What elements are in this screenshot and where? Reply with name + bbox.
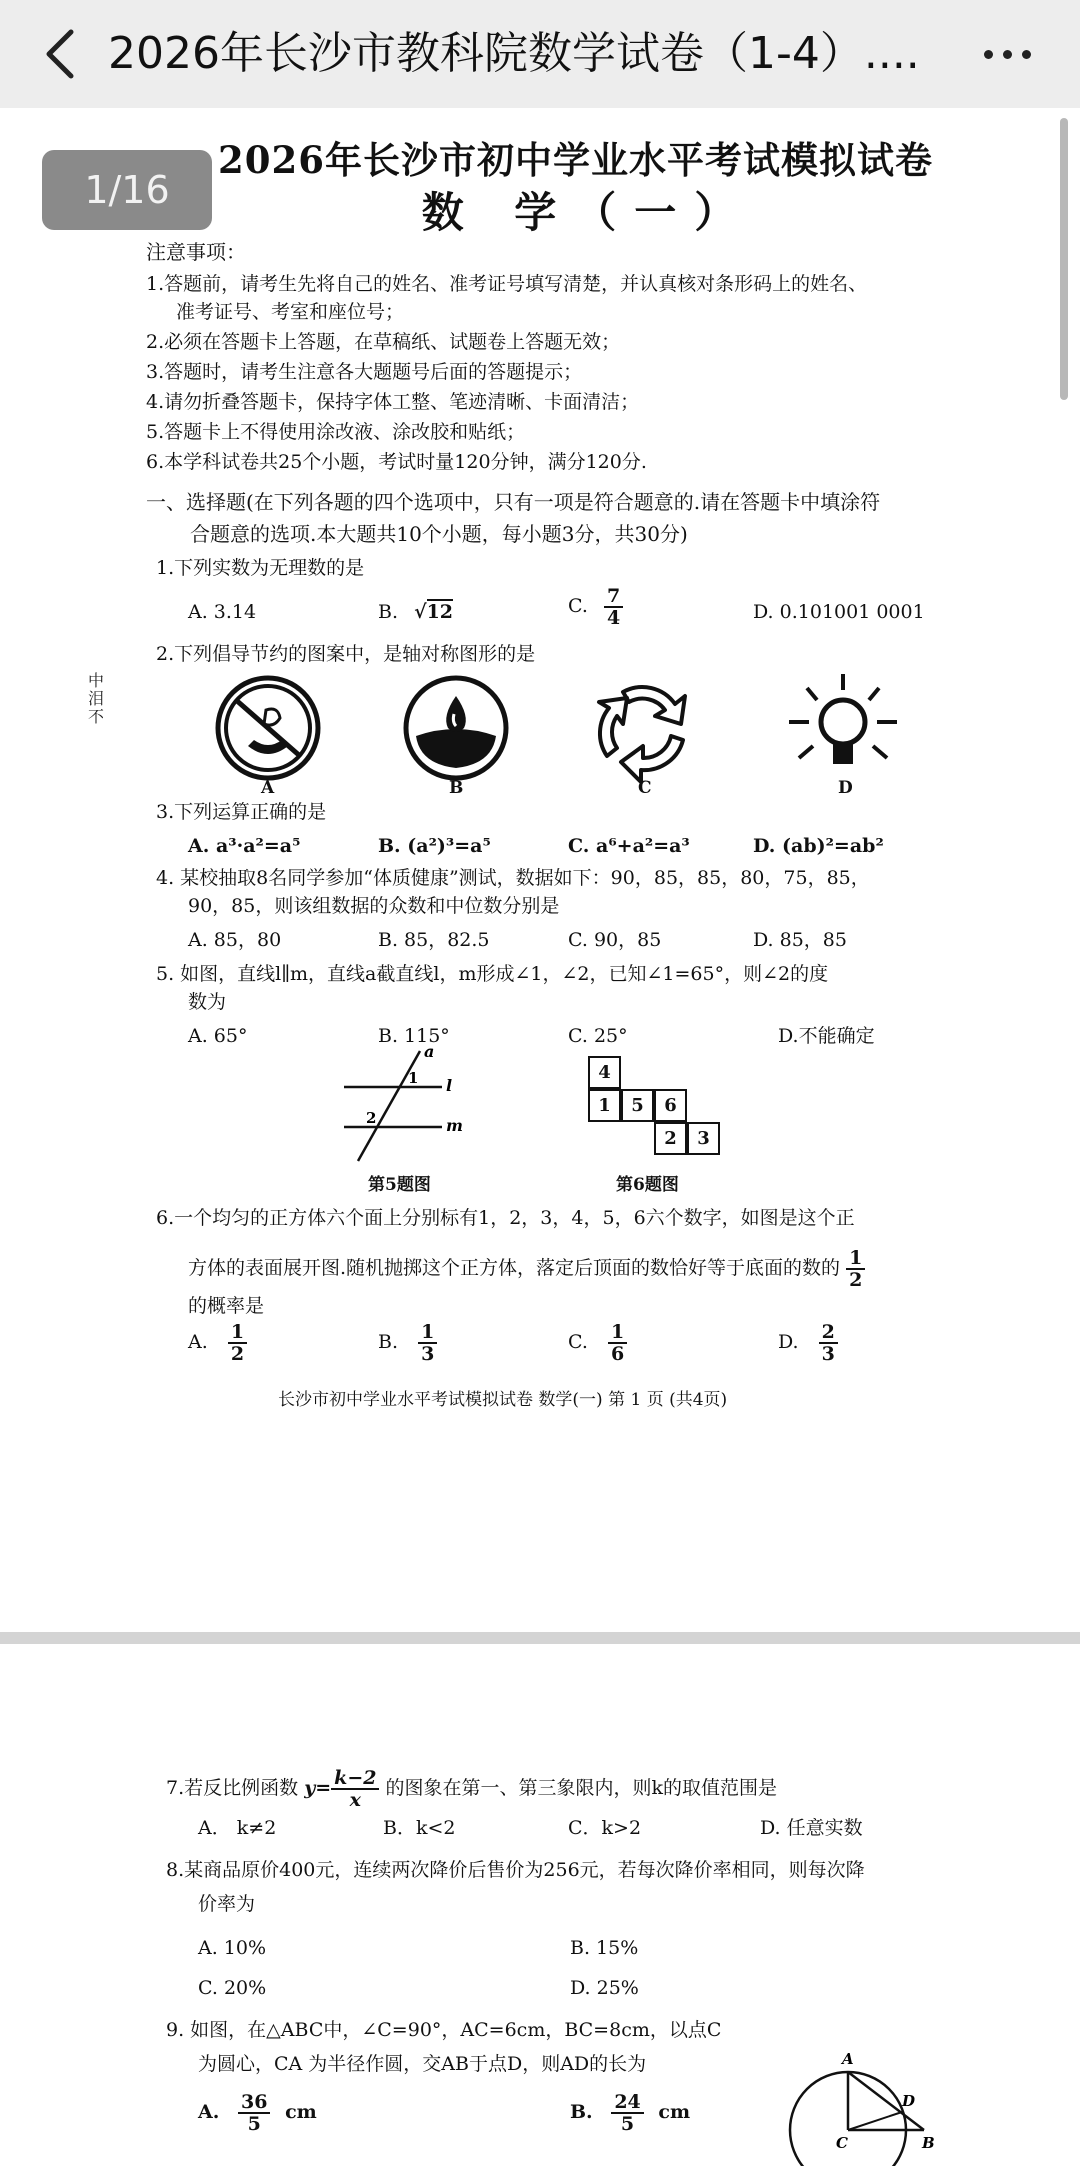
q5-line-m: m (446, 1116, 463, 1135)
q3-option-d: D. (ab)²=ab² (753, 835, 884, 857)
q5-figure (338, 1043, 468, 1163)
q8-option-c: C. 20% (198, 1977, 267, 1999)
q2-figure-d (783, 666, 903, 786)
q3-option-b: B. (a²)³=a⁵ (378, 835, 491, 857)
notice-4: 4.请勿折叠答题卡，保持字体工整、笔迹清晰、卡面清洁； (146, 391, 640, 413)
q4-option-c: C. 90，85 (568, 929, 662, 951)
q6-figure-label: 第6题图 (616, 1175, 679, 1195)
q5-stem-2: 数为 (188, 991, 227, 1013)
q5-angle-2: 2 (366, 1109, 377, 1127)
q4-stem: 4. 某校抽取8名同学参加“体质健康”测试，数据如下：90，85，85，80，75，85， (156, 867, 870, 889)
q5-option-b: B. 115° (378, 1025, 450, 1047)
q5-option-c: C. 25° (568, 1025, 628, 1047)
q7-stem: 7.若反比例函数 y= $\frac{k-2}{x}$ 的图象在第一、第三象限内，则k的取值范围是 (166, 1767, 778, 1811)
q7-option-a: A． k≠2 (198, 1817, 277, 1839)
q5-option-a: A. 65° (188, 1025, 248, 1047)
q2-figure-c (583, 670, 703, 790)
q6-option-c: C. $\frac{1}{6}$ (568, 1322, 627, 1364)
q8-option-d: D. 25% (570, 1977, 639, 1999)
net-cell: 6 (654, 1089, 687, 1122)
q5-angle-1: 1 (408, 1069, 419, 1087)
q8-stem: 8.某商品原价400元，连续两次降价后售价为256元，若每次降价率相同，则每次降 (166, 1859, 865, 1881)
net-cell: 5 (621, 1089, 654, 1122)
notice-1b: 准考证号、考室和座位号； (176, 301, 405, 323)
q5-figure-label: 第5题图 (368, 1175, 431, 1195)
q9-stem: 9. 如图，在△ABC中，∠C=90°，AC=6cm，BC=8cm，以点C (166, 2019, 722, 2041)
section1-heading: 一、选择题(在下列各题的四个选项中，只有一项是符合题意的.请在答题卡中填涂符 (146, 490, 881, 514)
more-dots-icon (984, 50, 993, 59)
page-footer: 长沙市初中学业水平考试模拟试卷 数学(一) 第 1 页 (共4页) (278, 1390, 728, 1410)
scrollbar-thumb[interactable] (1060, 118, 1068, 400)
top-bar (0, 0, 1080, 108)
q9-point-d: D (902, 2092, 916, 2110)
q8-stem-2: 价率为 (198, 1893, 256, 1915)
q6-stem-2: 方体的表面展开图.随机抛掷这个正方体，落定后顶面的数恰好等于底面的数的 $\frac{1}{2}$ (188, 1248, 865, 1290)
q3-stem: 3.下列运算正确的是 (156, 801, 327, 823)
q1-option-b: B. √12 (378, 601, 454, 623)
net-cell: 2 (654, 1122, 687, 1155)
q5-line-a: a (424, 1042, 435, 1061)
q4-option-d: D. 85，85 (753, 929, 847, 951)
notice-heading: 注意事项： (146, 240, 246, 264)
page-indicator: 1/16 (42, 150, 212, 230)
q2-stem: 2.下列倡导节约的图案中，是轴对称图形的是 (156, 643, 536, 665)
back-button[interactable] (30, 22, 90, 86)
q2-label-a: A (261, 778, 275, 798)
q2-figure-a (208, 670, 328, 790)
more-options-button[interactable] (975, 34, 1039, 74)
q2-label-b: B (449, 778, 464, 798)
q6-option-b: B. $\frac{1}{3}$ (378, 1322, 437, 1364)
q7-option-c: C．k>2 (568, 1817, 642, 1839)
section1-heading-2: 合题意的选项.本大题共10个小题，每小题3分，共30分) (190, 522, 688, 546)
document-title: 2026年长沙市教科院数学试卷（1-4）.... (108, 28, 920, 79)
q5-stem: 5. 如图，直线l∥m，直线a截直线l，m形成∠1，∠2，已知∠1=65°，则∠2的度 (156, 963, 829, 985)
q3-option-c: C. a⁶+a²=a³ (568, 835, 690, 857)
q6-stem: 6.一个均匀的正方体六个面上分别标有1，2，3，4，5，6六个数字，如图是这个正 (156, 1207, 855, 1229)
notice-1: 1.答题前，请考生先将自己的姓名、准考证号填写清楚，并认真核对条形码上的姓名、 (146, 273, 868, 295)
q2-figure-b (396, 670, 516, 790)
exam-subject: 数 学（一） (421, 188, 755, 237)
q6-option-d: D. $\frac{2}{3}$ (778, 1322, 838, 1364)
q9-point-c: C (836, 2134, 848, 2152)
q8-option-b: B. 15% (570, 1937, 639, 1959)
q2-label-d: D (838, 778, 853, 798)
exam-title: 2026年长沙市初中学业水平考试模拟试卷 (218, 138, 933, 182)
notice-5: 5.答题卡上不得使用涂改液、涂改胶和贴纸； (146, 421, 526, 443)
q5-line-l: l (446, 1076, 453, 1095)
q1-option-a: A. 3.14 (188, 601, 257, 623)
q8-option-a: A. 10% (198, 1937, 267, 1959)
q4-option-a: A. 85，80 (188, 929, 282, 951)
q5-option-d: D.不能确定 (778, 1025, 875, 1047)
notice-2: 2.必须在答题卡上答题，在草稿纸、试题卷上答题无效； (146, 331, 621, 353)
q1-option-d: D. 0.101001 0001 (753, 601, 925, 623)
q7-option-b: B．k<2 (383, 1817, 456, 1839)
q9-figure (802, 2032, 935, 2166)
q9-point-b: B (922, 2134, 935, 2152)
net-cell: 1 (588, 1089, 621, 1122)
net-cell: 4 (588, 1056, 621, 1089)
net-cell: 3 (687, 1122, 720, 1155)
q6-stem-3: 的概率是 (188, 1295, 265, 1317)
notice-3: 3.答题时，请考生注意各大题题号后面的答题提示； (146, 361, 583, 383)
q9-stem-2: 为圆心，CA 为半径作圆，交AB于点D，则AD的长为 (198, 2053, 647, 2075)
q4-stem-2: 90，85，则该组数据的众数和中位数分别是 (188, 895, 560, 917)
back-chevron-icon (43, 28, 77, 80)
q9-point-a: A (842, 2050, 854, 2068)
q2-label-c: C (638, 778, 652, 798)
q7-option-d: D. 任意实数 (760, 1817, 863, 1839)
q9-option-b: B. $\frac{24}{5}$ cm (570, 2091, 691, 2135)
side-note: 中泪不 (88, 671, 105, 726)
q9-option-a: A. $\frac{36}{5}$ cm (198, 2091, 317, 2135)
page-divider (0, 1632, 1080, 1644)
q4-option-b: B. 85，82.5 (378, 929, 490, 951)
q3-option-a: A. a³·a²=a⁵ (188, 835, 301, 857)
q1-option-c: C. $\frac{7}{4}$ (568, 586, 623, 628)
q1-stem: 1.下列实数为无理数的是 (156, 557, 365, 579)
q6-option-a: A. $\frac{1}{2}$ (188, 1322, 247, 1364)
notice-6: 6.本学科试卷共25个小题，考试时量120分钟，满分120分. (146, 451, 647, 473)
